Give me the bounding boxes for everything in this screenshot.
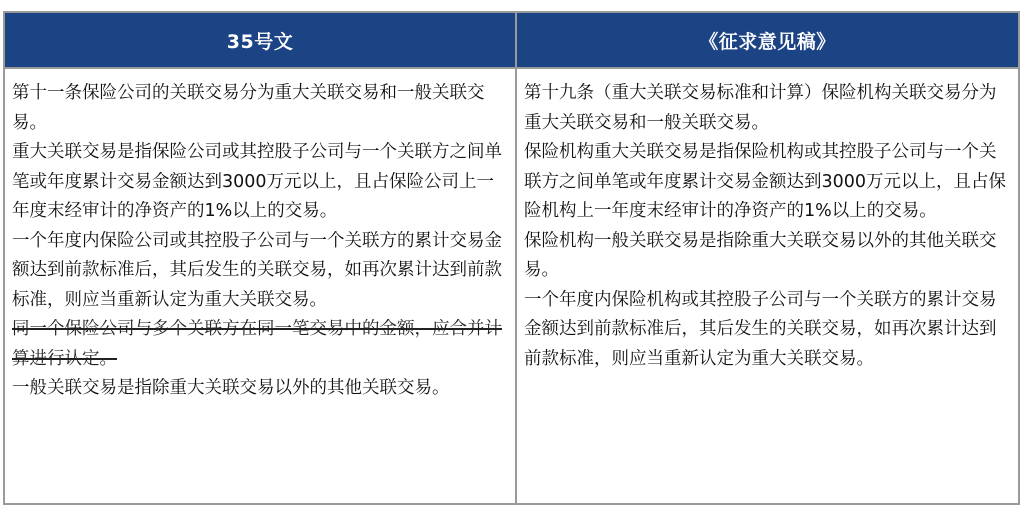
header-left-title: 35号文 bbox=[226, 30, 294, 53]
right-paragraph: 一个年度内保险机构或其控股子公司与一个关联方的累计交易金额达到前款标准后，其后发生的关联交易，如再次累计达到前款标准，则应当重新认定为重大关联交易。 bbox=[524, 289, 997, 369]
header-left bbox=[5, 13, 517, 69]
left-paragraph: 重大关联交易是指保险公司或其控股子公司与一个关联方之间单笔或年度累计交易金额达到3000万元以上，且占保险公司上一年度末经审计的净资产的1%以上的交易。 bbox=[12, 142, 502, 221]
right-paragraph: 保险机构一般关联交易是指除重大关联交易以外的其他关联交易。 bbox=[524, 230, 997, 280]
left-paragraph: 一个年度内保险公司或其控股子公司与一个关联方的累计交易金额达到前款标准后，其后发生的关联交易，如再次累计达到前款标准，则应当重新认定为重大关联交易。 bbox=[12, 230, 502, 310]
right-paragraph: 第十九条（重大关联交易标准和计算）保险机构关联交易分为重大关联交易和一般关联交易。 bbox=[524, 83, 997, 133]
left-paragraph: 第十一条保险公司的关联交易分为重大关联交易和一般关联交易。 bbox=[12, 83, 485, 133]
header-right-title: 《征求意见稿》 bbox=[699, 30, 836, 53]
right-column-body bbox=[517, 69, 1018, 503]
left-paragraph: 一般关联交易是指除重大关联交易以外的其他关联交易。 bbox=[12, 378, 450, 398]
right-paragraph: 保险机构重大关联交易是指保险机构或其控股子公司与一个关联方之间单笔或年度累计交易金额达到3000万元以上，且占保险机构上一年度末经审计的净资产的1%以上的交易。 bbox=[524, 142, 1007, 221]
comparison-table bbox=[3, 11, 1020, 505]
left-paragraph-deleted: 同一个保险公司与多个关联方在同一笔交易中的金额，应合并计算进行认定。 bbox=[12, 319, 502, 369]
left-column-body bbox=[5, 69, 517, 503]
header-right bbox=[517, 13, 1018, 69]
